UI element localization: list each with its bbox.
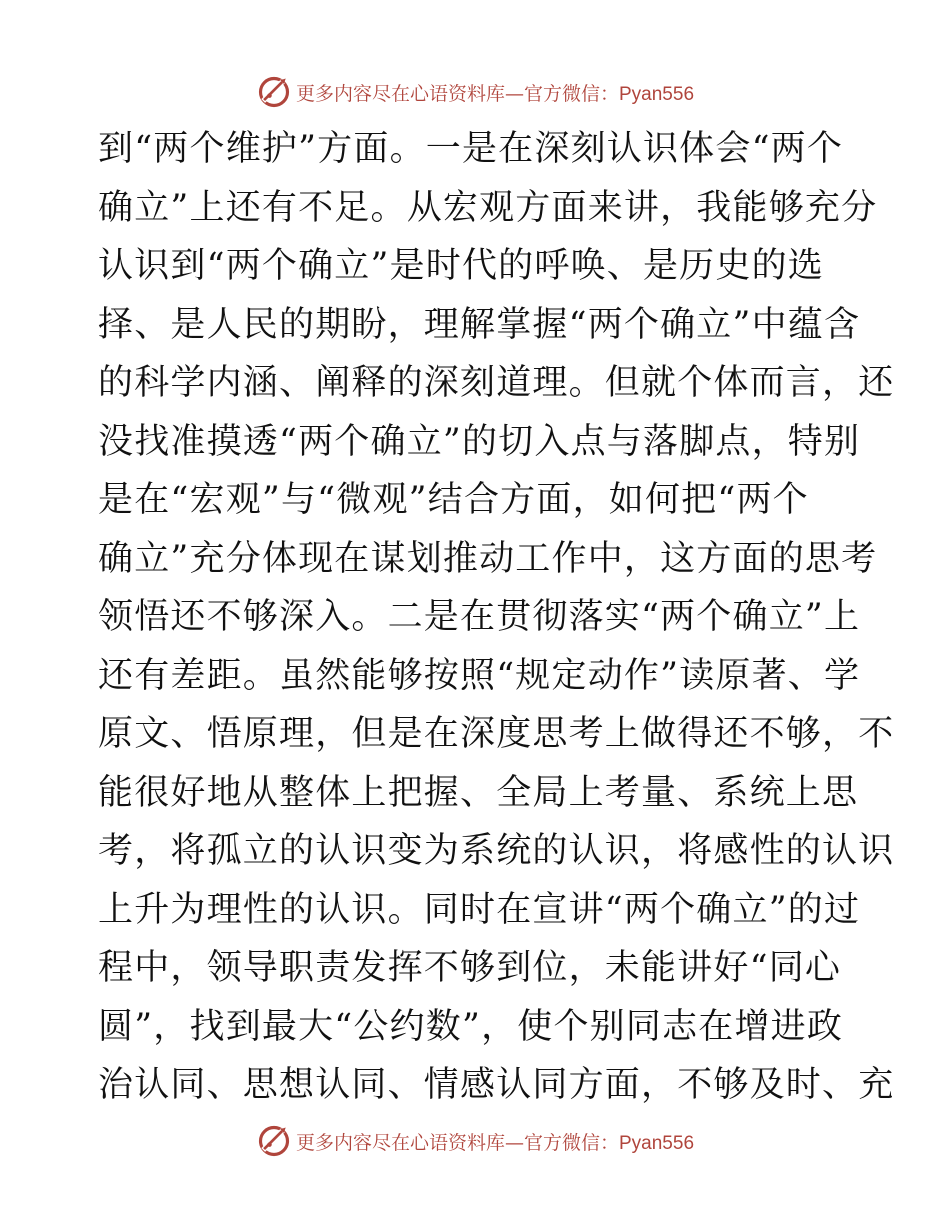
text-line: 择、是人民的期盼，理解掌握“两个确立”中蕴含 (98, 304, 861, 345)
document-body (98, 120, 895, 1115)
text-line: 圆”，找到最大“公约数”，使个别同志在增进政 (98, 1006, 844, 1047)
text-line: 到“两个维护”方面。一是在深刻认识体会“两个 (98, 129, 844, 169)
text-line: 还有差距。虽然能够按照“规定动作”读原著、学 (98, 655, 861, 696)
watermark-contact-label: 官方微信： (523, 82, 619, 105)
text-line: 认识到“两个确立”是时代的呼唤、是历史的选 (98, 246, 824, 286)
text-line: 没找准摸透“两个确立”的切入点与落脚点，特别 (98, 421, 861, 462)
text-line: 上升为理性的认识。同时在宣讲“两个确立”的过 (98, 889, 861, 930)
text-line: 治认同、思想认同、情感认同方面，不够及时、充 (98, 1065, 895, 1105)
text-line: 程中，领导职责发挥不够到位，未能讲好“同心 (98, 948, 842, 988)
watermark-contact-id: Pyan556 (619, 83, 695, 105)
pen-heart-logo-icon (256, 74, 292, 110)
text-line: 能很好地从整体上把握、全局上考量、系统上思 (98, 772, 859, 813)
text-line: 是在“宏观”与“微观”结合方面，如何把“两个 (98, 480, 809, 520)
footer-watermark (0, 1121, 950, 1161)
watermark-separator: — (504, 82, 524, 105)
watermark-contact-id: Pyan556 (619, 1132, 695, 1154)
watermark-brand: 更多内容尽在心语资料库 (295, 82, 505, 105)
watermark-separator: — (504, 1131, 524, 1154)
header-watermark (0, 72, 950, 112)
pen-heart-logo-icon (256, 1123, 292, 1159)
text-line: 的科学内涵、阐释的深刻道理。但就个体而言，还 (98, 363, 895, 403)
text-line: 确立”上还有不足。从宏观方面来讲，我能够充分 (98, 187, 878, 228)
watermark-brand: 更多内容尽在心语资料库 (295, 1131, 505, 1154)
text-line: 考，将孤立的认识变为系统的认识，将感性的认识 (98, 831, 895, 871)
text-line: 领悟还不够深入。二是在贯彻落实“两个确立”上 (98, 597, 861, 637)
text-line: 确立”充分体现在谋划推动工作中，这方面的思考 (98, 538, 878, 579)
watermark-text (296, 79, 694, 106)
watermark-contact-label: 官方微信： (523, 1131, 619, 1154)
text-line: 原文、悟原理，但是在深度思考上做得还不够，不 (98, 714, 895, 754)
watermark-text (296, 1128, 694, 1155)
